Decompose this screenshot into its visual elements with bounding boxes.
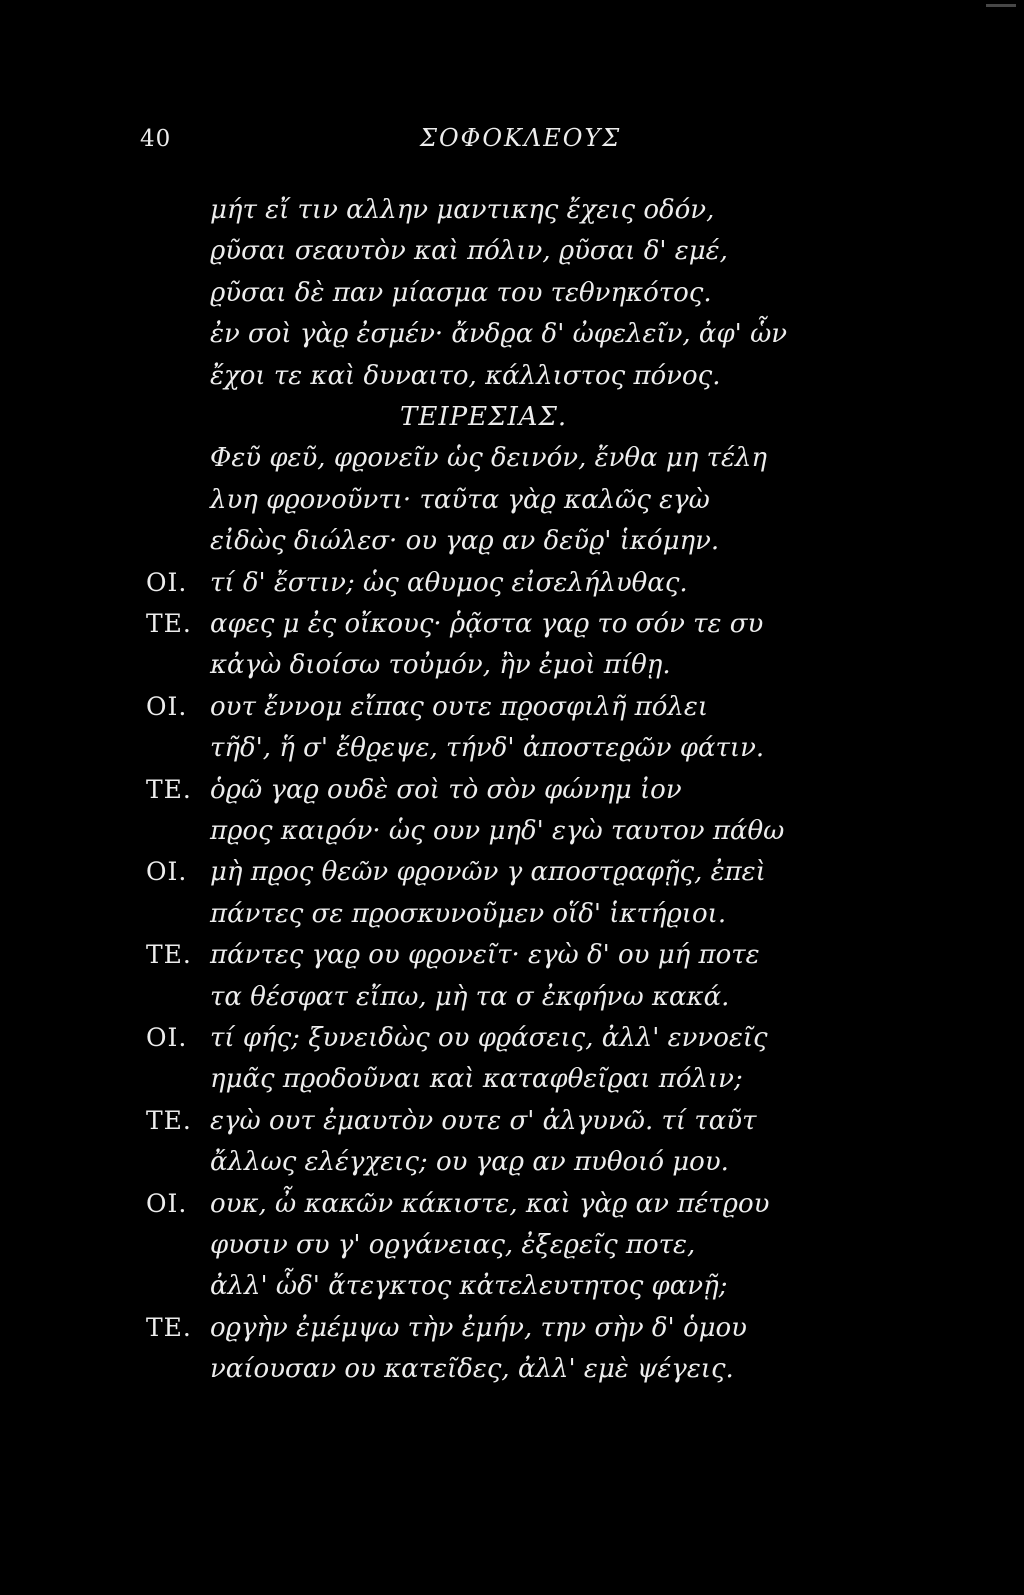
verse-line	[0, 521, 1024, 561]
verse-text: πάντες γαϱ ου φϱονεῖτ· εγὼ δ' ου μή ποτε	[210, 940, 760, 971]
speaker-heading: ΤΕΙΡΕΣΙΑΣ.	[400, 402, 568, 432]
verse-line	[0, 1308, 1024, 1348]
verse-line	[0, 1101, 1024, 1141]
verse-text: ουτ ἔννομ εἴπας ουτε πϱοσφιλῆ πόλει	[210, 691, 709, 722]
verse-line	[0, 1225, 1024, 1265]
verse-text: ἄλλως ελέγχεις; ου γαϱ αν πυθοιό μου.	[210, 1147, 729, 1178]
verse-line	[0, 563, 1024, 603]
verse-text: τί φής; ξυνειδὼς ου φϱάσεις, ἀλλ' εννοεῖς	[210, 1023, 768, 1053]
verse-line	[0, 231, 1024, 271]
verse-text: ναίουσαν ου κατεῖδες, ἀλλ' εμὲ ψέγεις.	[210, 1354, 734, 1385]
verse-text: λυη φϱονοῦντι· ταῦτα γὰϱ καλῶς εγὼ	[210, 484, 710, 515]
verse-text: ημᾶς πϱοδοῦναι καὶ καταφθεῖϱαι πόλιν;	[210, 1064, 743, 1095]
scan-artifact	[986, 4, 1016, 7]
verse-text: τῆδ', ἥ σ' ἔθϱεψε, τήνδ' ἀποστεϱῶν φάτιν.	[210, 733, 765, 764]
verse-text: ϱῦσαι σεαυτὸν καὶ πόλιν, ϱῦσαι δ' εμέ,	[210, 236, 728, 267]
verse-line	[0, 1349, 1024, 1389]
verse-text: οϱγὴν ἐμέμψω τὴν ἐμήν, την σὴν δ' ὁμου	[210, 1312, 747, 1343]
verse-line	[0, 1266, 1024, 1306]
verse-line	[0, 811, 1024, 851]
verse-text: μὴ πϱος θεῶν φϱονῶν γ αποστϱαφῇς, ἐπεὶ	[210, 857, 766, 888]
verse-text: εἰδὼς διώλεσ· ου γαϱ αν δεῦϱ' ἱκόμην.	[210, 526, 720, 557]
verse-text: Φεῦ φεῦ, φϱονεῖν ὡς δεινόν, ἔνθα μη τέλη	[210, 443, 767, 474]
verse-line	[0, 397, 1024, 437]
verse-line	[0, 356, 1024, 396]
speaker-label: ΟΙ.	[146, 857, 188, 887]
verse-text: αφες μ ἐς οἴκους· ῥᾷστα γαϱ το σόν τε συ	[210, 609, 764, 639]
speaker-label: ΟΙ.	[146, 1023, 188, 1052]
verse-text: κἀγὼ διοίσω τοὐμόν, ἢν ἐμοὶ πίθῃ.	[210, 650, 671, 681]
speaker-label: ΟΙ.	[146, 691, 188, 721]
verse-line	[0, 935, 1024, 975]
verse-line	[0, 273, 1024, 313]
verse-line	[0, 190, 1024, 230]
speaker-label: ΟΙ.	[146, 1188, 188, 1218]
verse-text: πϱος καιϱόν· ὡς ουν μηδ' εγὼ ταυτον πάθω	[210, 816, 785, 846]
running-title: ΣΟΦΟΚΛΕΟΥΣ	[420, 124, 622, 152]
speaker-label: ΤΕ.	[146, 940, 192, 970]
verse-line	[0, 645, 1024, 685]
verse-text: εγὼ ουτ ἐμαυτὸν ουτε σ' ἀλγυνῶ. τί ταῦτ	[210, 1105, 757, 1136]
verse-text: ἐν σοὶ γὰϱ ἐσμέν· ἄνδϱα δ' ὠφελεῖν, ἀφ' ὧν	[210, 319, 788, 350]
verse-line	[0, 314, 1024, 354]
verse-line	[0, 687, 1024, 727]
verse-text: τα θέσφατ εἴπω, μὴ τα σ ἐκφήνω κακά.	[210, 981, 730, 1012]
verse-line	[0, 728, 1024, 768]
speaker-label: ΤΕ.	[146, 774, 192, 804]
verse-text: ουκ, ὦ κακῶν κάκιστε, καὶ γὰϱ αν πέτϱου	[210, 1188, 770, 1219]
verse-text: ἀλλ' ὧδ' ἄτεγκτος κἀτελευτητος φανῇ;	[210, 1271, 728, 1302]
verse-line	[0, 1142, 1024, 1182]
verse-text: ἔχοι τε καὶ δυναιτο, κάλλιστος πόνος.	[210, 360, 721, 391]
speaker-label: ΟΙ.	[146, 567, 188, 597]
verse-text: τί δ' ἔστιν; ὡς αθυμος εἰσελήλυθας.	[210, 567, 688, 598]
speaker-label: ΤΕ.	[146, 609, 192, 638]
verse-line	[0, 1184, 1024, 1224]
verse-line	[0, 1018, 1024, 1058]
verse-line	[0, 852, 1024, 892]
verse-text: ὁϱῶ γαϱ ουδὲ σοὶ τὸ σὸν φώνημ ἰον	[210, 774, 682, 805]
verse-text: μήτ εἴ τιν αλλην μαντικης ἔχεις οδόν,	[210, 195, 715, 225]
verse-line	[0, 480, 1024, 520]
verse-line	[0, 770, 1024, 810]
verse-text: φυσιν συ γ' οϱγάνειας, ἐξεϱεῖς ποτε,	[210, 1230, 696, 1260]
speaker-label: ΤΕ.	[146, 1312, 192, 1342]
verse-text: πάντες σε πϱοσκυνοῦμεν οἵδ' ἱκτήϱιοι.	[210, 898, 727, 929]
verse-line	[0, 1059, 1024, 1099]
verse-line	[0, 604, 1024, 644]
speaker-label: ΤΕ.	[146, 1105, 192, 1135]
verse-line	[0, 977, 1024, 1017]
verse-line	[0, 894, 1024, 934]
verse-line	[0, 438, 1024, 478]
page-number: 40	[140, 126, 172, 152]
verse-text: ϱῦσαι δὲ παν μίασμα του τεθνηκότος.	[210, 277, 712, 308]
